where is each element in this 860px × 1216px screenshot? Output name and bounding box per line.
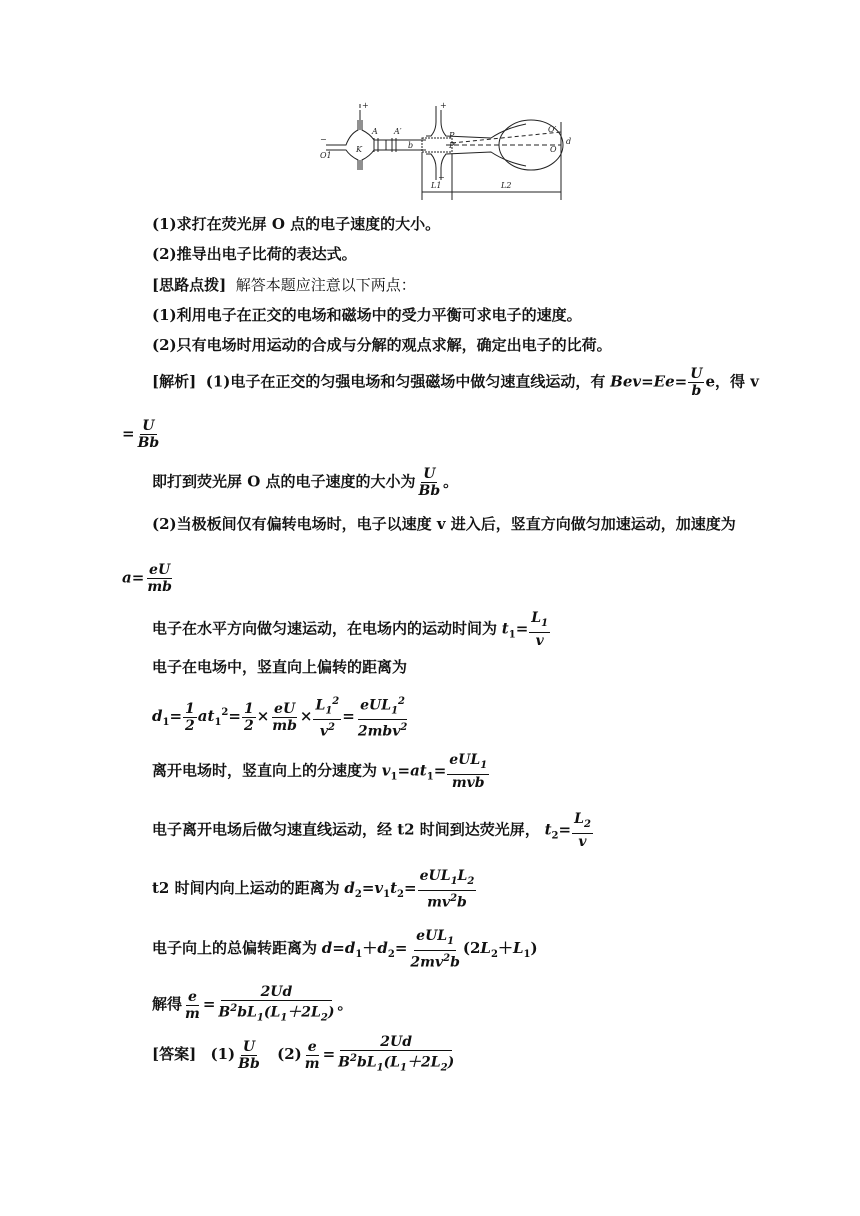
solution-2-d2-text: t2 时间内向上运动的距离为 [152, 879, 340, 898]
solution-2-intro: (2)当极板间仅有偏转电场时，电子以速度 v 进入后，竖直方向做匀加速运动，加速度为 [152, 515, 736, 533]
answer: [答案] (1) $\frac{U}{Bb}$ (2) $\frac{e}{m}$ = $\frac{2Ud}{B^2bL_1(L_1+2L_2)}$ [152, 1034, 457, 1076]
label-L2: L2 [501, 181, 512, 190]
label-b: b [408, 141, 414, 150]
question-1: (1)求打在荧光屏 O 点的电子速度的大小。 [152, 215, 441, 233]
fraction: $\frac{eU}{mb}$ [272, 700, 297, 734]
fraction: $\frac{1}{2}$ [243, 700, 254, 734]
question-2: (2)推导出电子比荷的表达式。 [152, 245, 357, 263]
solution-2-acceleration: a= $\frac{eU}{mb}$ [122, 562, 172, 595]
label-A-prime: A′ [394, 127, 402, 136]
fraction: $\frac{L_2}{v}$ [574, 811, 591, 850]
solution-2-v1-text: 离开电场时，竖直向上的分速度为 [152, 761, 378, 780]
label-O1-left: O1 [320, 151, 332, 160]
solution-2-v1: 离开电场时，竖直向上的分速度为 $v_1=at_1=$ $\frac{eUL_1}{\text{mvb}}$ [152, 752, 488, 791]
solution-1-after: e，得 v [705, 372, 759, 391]
solution-2-result-text: 解得 [152, 995, 183, 1014]
label-K: K [356, 145, 362, 154]
fraction: $\frac{L_1}{v}$ [531, 610, 549, 649]
fraction: $\frac{eUL_1}{2mv^2b}$ [410, 928, 460, 971]
fraction: $\frac{2Ud}{B^2bL_1(L_1+2L_2)}$ [218, 984, 335, 1024]
fraction: $\frac{eUL_1L_2}{mv^2b}$ [419, 868, 475, 911]
answer-tag: [答案] [152, 1045, 197, 1064]
label-plus-left: + [362, 101, 369, 110]
label-O-prime: O′ [548, 125, 557, 134]
solution-2-d1-text: 电子在电场中，竖直向上偏转的距离为 [152, 658, 408, 676]
fraction: $\frac{U}{Bb}$ [238, 1038, 260, 1072]
solution-2-t2: 电子离开电场后做匀速直线运动，经 t2 时间到达荧光屏， $t_2=$ $\frac{L_2}{v}$ [152, 811, 591, 850]
fraction: $\frac{e}{m}$ [185, 988, 200, 1022]
fraction: $\frac{eUL_1}{\text{mvb}}$ [449, 752, 488, 791]
fraction: $\frac{2Ud}{B^2bL_1(L_1+2L_2)}$ [338, 1034, 455, 1074]
solution-1-result: = $\frac{U}{Bb}$ [122, 418, 160, 451]
label-P-prime: P′ [449, 141, 457, 150]
fraction: $\frac{U}{b}$ [690, 366, 703, 399]
hint-text: 解答本题应注意以下两点： [235, 276, 416, 294]
label-minus-mid: − [438, 173, 445, 182]
fraction: $\frac{eU}{mb}$ [147, 562, 172, 595]
fraction: $\frac{U}{Bb}$ [418, 466, 441, 499]
label-d: d [566, 137, 572, 146]
solution-2-t1: 电子在水平方向做匀速运动，在电场内的运动时间为 $t_1=$ $\frac{L_1}{v}$ [152, 610, 549, 649]
solution-1-line2-text: 即打到荧光屏 O 点的电子速度的大小为 [152, 472, 416, 491]
label-plus-mid: + [440, 101, 447, 110]
fraction: $\frac{L_1^2}{v^2}$ [315, 696, 340, 741]
hint-1: (1)利用电子在正交的电场和磁场中的受力平衡可求电子的速度。 [152, 306, 582, 324]
solution-tag: [解析] [152, 372, 197, 391]
solution-1-text: (1)电子在正交的匀强电场和匀强磁场中做匀速直线运动，有 [205, 372, 606, 391]
solution-1-eq: Bev=Ee= [610, 372, 688, 391]
solution-2-d: 电子向上的总偏转距离为 $d=d_1+d_2=$ $\frac{eUL_1}{2mv^2b}$ $(2L_2+L_1)$ [152, 928, 538, 971]
label-L1: L1 [431, 181, 442, 190]
label-P: P [449, 131, 455, 140]
solution-1 [152, 366, 759, 399]
label-minus-left: − [320, 135, 327, 144]
fraction: $\frac{1}{2}$ [185, 700, 195, 734]
solution-2-t2-text: 电子离开电场后做匀速直线运动，经 t2 时间到达荧光屏， [152, 820, 540, 839]
fraction: $\frac{eUL_1^2}{2mbv^2}$ [357, 696, 408, 741]
label-O-right: O [550, 145, 557, 154]
answer-2-label: (2) [277, 1045, 302, 1064]
fraction: $\frac{e}{m}$ [304, 1038, 320, 1072]
answer-1-label: (1) [210, 1045, 236, 1064]
solution-2-d-text: 电子向上的总偏转距离为 [152, 939, 318, 958]
solution-2-t1-text: 电子在水平方向做匀速运动，在电场内的运动时间为 [152, 619, 498, 638]
solution-2-d1-eq: $d_1=$ $\frac{1}{2}$ $at_1^2=$ $\frac{1}{2}$ × $\frac{eU}{mb}$ × $\frac{L_1^2}{v^2}$ = $\frac{eUL_1^2}{2mbv^2}$ [152, 696, 408, 741]
label-A: A [372, 127, 378, 136]
hint-2: (2)只有电场时用运动的合成与分解的观点求解，确定出电子的比荷。 [152, 336, 612, 354]
solution-1-line2: 即打到荧光屏 O 点的电子速度的大小为 $\frac{U}{Bb}$ 。 [152, 466, 459, 499]
hint-line [152, 275, 416, 295]
solution-2-result: 解得 $\frac{e}{m}$ = $\frac{2Ud}{B^2bL_1(L_1+2L_2)}$ 。 [152, 984, 352, 1026]
electron-tube-diagram [316, 100, 578, 204]
fraction: $\frac{U}{Bb}$ [137, 418, 160, 451]
hint-tag: [思路点拨] [152, 276, 227, 294]
solution-2-d2: t2 时间内向上运动的距离为 $d_2=v_1t_2=$ $\frac{eUL_1L_2}{mv^2b}$ [152, 868, 475, 911]
